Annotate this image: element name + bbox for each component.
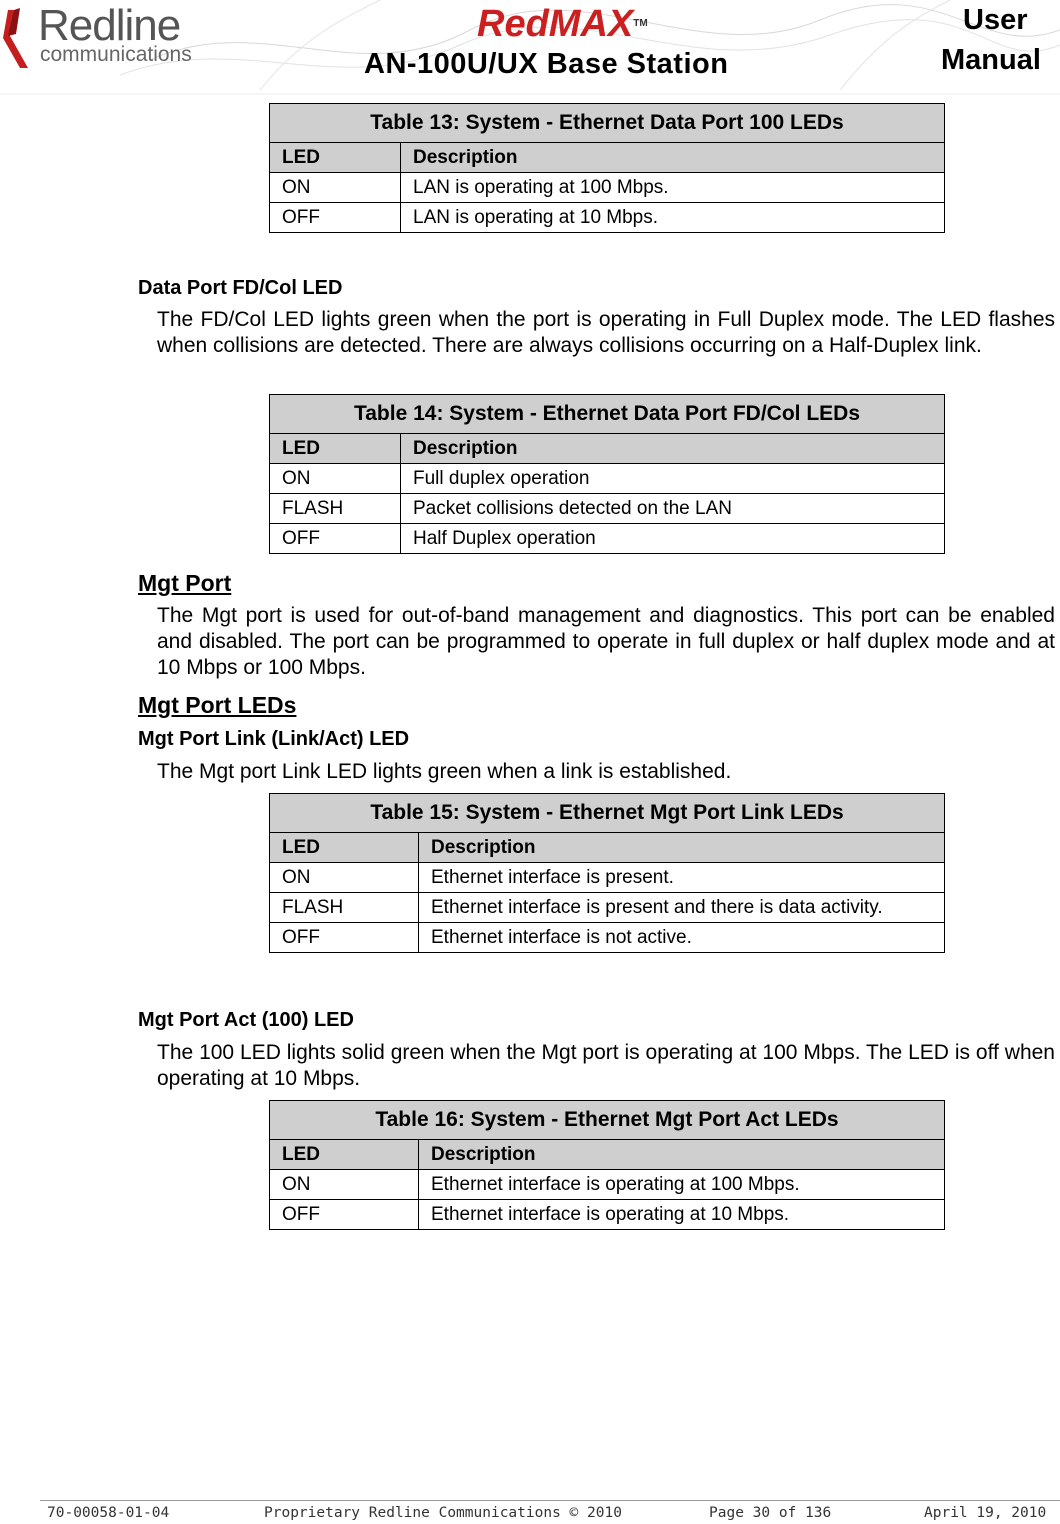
table-14 bbox=[269, 394, 945, 554]
table-row: FLASH Packet collisions detected on the LAN bbox=[270, 494, 945, 524]
table-caption: Table 13: System - Ethernet Data Port 100 LEDs bbox=[270, 104, 945, 143]
logo-subtitle: communications bbox=[40, 43, 192, 66]
table-caption: Table 15: System - Ethernet Mgt Port Link LEDs bbox=[270, 794, 945, 833]
mgt-port-paragraph: The Mgt port is used for out-of-band management and diagnostics. This port can be enabled and disabled. The port can be programmed to operate in full duplex or half duplex mode and at 10 Mbps or 100 Mbps. bbox=[157, 604, 1055, 679]
footer-copyright: Proprietary Redline Communications © 2010 bbox=[264, 1505, 622, 1521]
col-header-led: LED bbox=[270, 1140, 419, 1170]
table-row: ON Ethernet interface is operating at 100 Mbps. bbox=[270, 1170, 945, 1200]
brand-tm: TM bbox=[633, 18, 648, 29]
doc-type-user: User bbox=[963, 4, 1028, 36]
table-16 bbox=[269, 1100, 945, 1230]
fdcol-paragraph: The FD/Col LED lights green when the port is operating in Full Duplex mode. The LED flashes when collisions are detected. There are always collisions occurring on a Half-Duplex link. bbox=[157, 308, 1055, 357]
doc-type-manual: Manual bbox=[941, 44, 1041, 76]
table-row: OFF LAN is operating at 10 Mbps. bbox=[270, 203, 945, 233]
mgt-leds-heading: Mgt Port LEDs bbox=[138, 692, 297, 718]
table-row: ON Full duplex operation bbox=[270, 464, 945, 494]
table-row: FLASH Ethernet interface is present and there is data activity. bbox=[270, 893, 945, 923]
brand-red: Red bbox=[477, 3, 549, 45]
col-header-description: Description bbox=[419, 1140, 945, 1170]
brand-max: MAX bbox=[548, 3, 634, 45]
footer-date: April 19, 2010 bbox=[924, 1505, 1047, 1521]
col-header-led: LED bbox=[270, 143, 401, 173]
col-header-description: Description bbox=[401, 143, 945, 173]
table-caption: Table 16: System - Ethernet Mgt Port Act LEDs bbox=[270, 1101, 945, 1140]
logo-wordmark: Redline bbox=[38, 1, 181, 50]
col-header-led: LED bbox=[270, 833, 419, 863]
table-caption: Table 14: System - Ethernet Data Port FD/Col LEDs bbox=[270, 395, 945, 434]
mgt-link-paragraph: The Mgt port Link LED lights green when a link is established. bbox=[157, 760, 732, 783]
table-row: ON Ethernet interface is present. bbox=[270, 863, 945, 893]
fdcol-heading: Data Port FD/Col LED bbox=[138, 277, 343, 299]
mgt-port-heading: Mgt Port bbox=[138, 570, 232, 596]
footer-page-number: Page 30 of 136 bbox=[709, 1505, 832, 1521]
mgt-act-heading: Mgt Port Act (100) LED bbox=[138, 1009, 354, 1031]
table-13 bbox=[269, 103, 945, 233]
col-header-led: LED bbox=[270, 434, 401, 464]
redline-logo-icon bbox=[0, 6, 38, 72]
footer-doc-number: 70-00058-01-04 bbox=[47, 1505, 170, 1521]
table-row: OFF Ethernet interface is not active. bbox=[270, 923, 945, 953]
mgt-act-paragraph: The 100 LED lights solid green when the Mgt port is operating at 100 Mbps. The LED is off when operating at 10 Mbps. bbox=[157, 1041, 1055, 1090]
table-15 bbox=[269, 793, 945, 953]
redmax-brand bbox=[477, 2, 648, 46]
footer-rule bbox=[40, 1500, 1060, 1501]
table-row: OFF Ethernet interface is operating at 10 Mbps. bbox=[270, 1200, 945, 1230]
table-row: ON LAN is operating at 100 Mbps. bbox=[270, 173, 945, 203]
table-row: OFF Half Duplex operation bbox=[270, 524, 945, 554]
product-title: AN-100U/UX Base Station bbox=[364, 48, 729, 80]
col-header-description: Description bbox=[419, 833, 945, 863]
mgt-link-heading: Mgt Port Link (Link/Act) LED bbox=[138, 728, 410, 750]
col-header-description: Description bbox=[401, 434, 945, 464]
